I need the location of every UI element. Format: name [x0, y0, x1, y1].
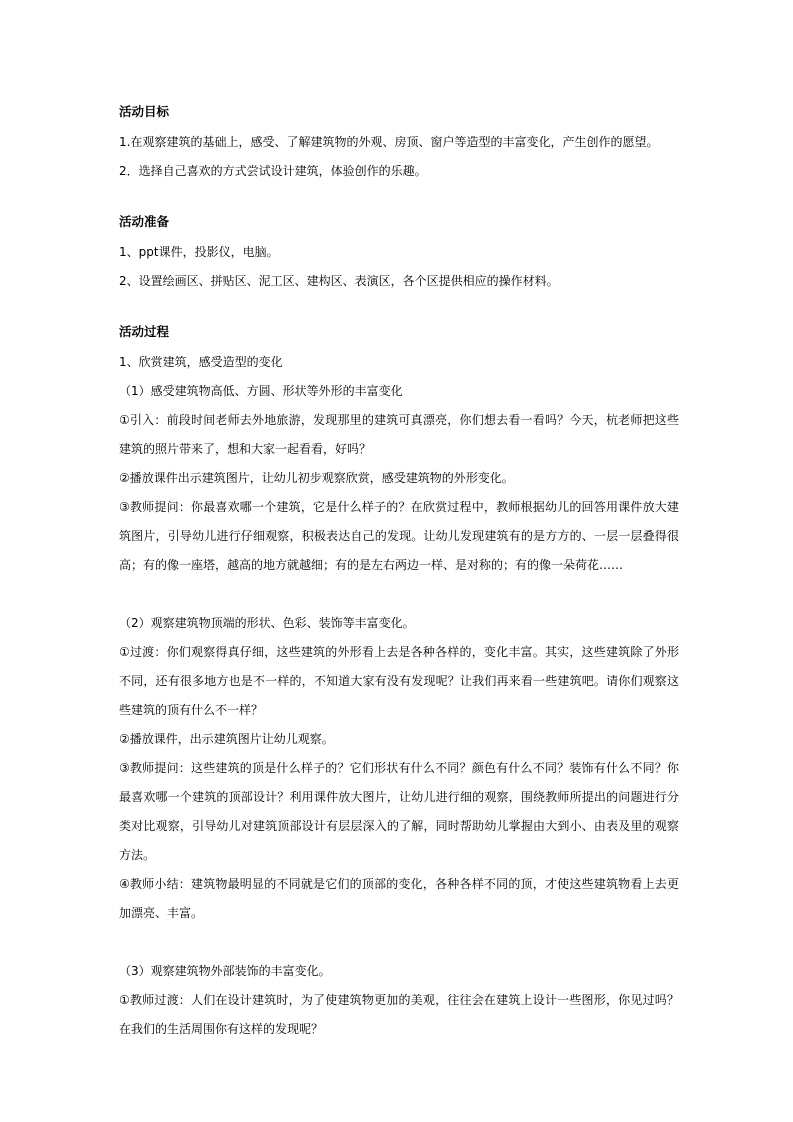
process-part2-item-3: ③教师提问：这些建筑的顶是什么样子的？它们形状有什么不同？颜色有什么不同？装饰有什么不同？你最喜欢哪一个建筑的顶部设计？利用课件放大图片，让幼儿进行细的观察，围绕教师所提出的问题进行分类对比观察，引导幼儿对建筑顶部设计有层层深入的了解，同时帮助幼儿掌握由大到小、由表及里的观察方法。 — [119, 761, 679, 862]
process-part1-title: 1、欣赏建筑，感受造型的变化 — [119, 355, 283, 369]
process-part1-item-2: ②播放课件出示建筑图片，让幼儿初步观察欣赏，感受建筑物的外形变化。 — [119, 471, 514, 485]
process-part1-sub: （1）感受建筑物高低、方圆、形状等外形的丰富变化 — [119, 384, 403, 398]
process-part1-item-1: ①引入：前段时间老师去外地旅游，发现那里的建筑可真漂亮，你们想去看一看吗？今天，杭老师把这些建筑的照片带来了，想和大家一起看看，好吗？ — [119, 413, 679, 456]
process-part2-item-4: ④教师小结：建筑物最明显的不同就是它们的顶部的变化，各种各样不同的顶，才使这些建筑物看上去更加漂亮、丰富。 — [119, 877, 679, 920]
process-part2-item-2: ②播放课件，出示建筑图片让幼儿观察。 — [119, 732, 334, 746]
process-part3-item-1: ①教师过渡：人们在设计建筑时，为了使建筑物更加的美观，往往会在建筑上设计一些图形，你见过吗？在我们的生活周围你有这样的发现呢？ — [119, 993, 679, 1036]
prep-line-1: 1、ppt课件，投影仪，电脑。 — [119, 245, 279, 259]
process-part2-item-1: ①过渡：你们观察得真仔细，这些建筑的外形看上去是各种各样的，变化丰富。其实，这些建筑除了外形不同，还有很多地方也是不一样的，不知道大家有没有发现呢？让我们再来看一些建筑吧。请你们观察这些建筑的顶有什么不一样？ — [119, 645, 679, 717]
process-part1-item-3: ③教师提问：你最喜欢哪一个建筑，它是什么样子的？在欣赏过程中，教师根据幼儿的回答用课件放大建筑图片，引导幼儿进行仔细观察，积极表达自己的发现。让幼儿发现建筑有的是方方的、一层一层叠得很高；有的像一座塔，越高的地方就越细；有的是左右两边一样、是对称的；有的像一朵荷花…… — [119, 500, 679, 572]
process-part3-sub: （3）观察建筑物外部装饰的丰富变化。 — [119, 964, 331, 978]
process-part2-sub: （2）观察建筑物顶端的形状、色彩、装饰等丰富变化。 — [119, 616, 415, 630]
document-page — [119, 92, 679, 1044]
process-heading: 活动过程 — [119, 324, 170, 339]
goals-line-1: 1.在观察建筑的基础上，感受、了解建筑物的外观、房顶、窗户等造型的丰富变化，产生创作的愿望。 — [119, 135, 659, 149]
prep-heading: 活动准备 — [119, 214, 170, 229]
prep-line-2: 2、设置绘画区、拼贴区、泥工区、建构区、表演区，各个区提供相应的操作材料。 — [119, 274, 559, 288]
goals-line-2: 2．选择自己喜欢的方式尝试设计建筑，体验创作的乐趣。 — [119, 164, 427, 178]
goals-heading: 活动目标 — [119, 104, 170, 119]
